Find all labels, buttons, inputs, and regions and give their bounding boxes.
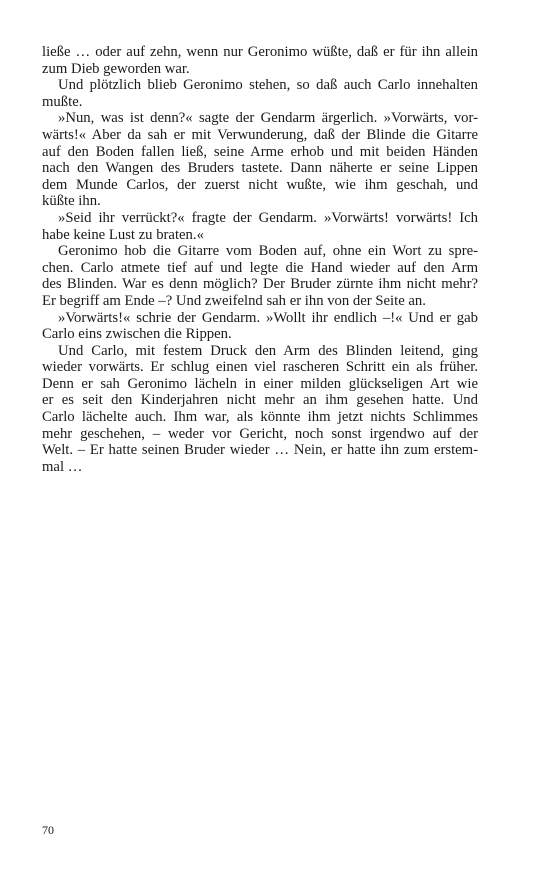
text-line: wieder vorwärts. Er schlug einen viel rascheren Schritt ein als früher. bbox=[42, 359, 478, 376]
text-line: Und plötzlich blieb Geronimo stehen, so daß auch Carlo innehalten bbox=[58, 77, 478, 94]
text-line: ließe … oder auf zehn, wenn nur Geronimo wüßte, daß er für ihn allein bbox=[42, 44, 478, 60]
text-line: er es seit den Kinderjahren nicht mehr an ihm gesehen hatte. Und bbox=[42, 392, 478, 409]
text-line: »Vorwärts!« schrie der Gendarm. »Wollt ihr endlich –!« Und er gab bbox=[58, 309, 478, 326]
text-line: zum Dieb geworden war. bbox=[42, 60, 190, 77]
text-line: nach den Wangen des Bruders tastete. Dann näherte er seine Lippen bbox=[42, 160, 478, 177]
body-text bbox=[42, 44, 478, 475]
text-line: Geronimo hob die Gitarre vom Boden auf, ohne ein Wort zu spre- bbox=[58, 243, 478, 260]
text-line: mußte. bbox=[42, 93, 83, 110]
text-line: Und Carlo, mit festem Druck den Arm des Blinden leitend, ging bbox=[58, 342, 478, 359]
text-line: mal … bbox=[42, 458, 83, 475]
text-line: auf den Boden fallen ließ, seine Arme erhob und mit beiden Händen bbox=[42, 143, 478, 160]
text-line: des Blinden. War es denn möglich? Der Bruder zürnte ihm nicht mehr? bbox=[42, 276, 478, 293]
text-line: Er begriff am Ende –? Und zweifelnd sah er ihn von der Seite an. bbox=[42, 292, 426, 309]
text-line: dem Munde Carlos, der zuerst nicht wußte, wie ihm geschah, und bbox=[42, 176, 478, 193]
text-line: Denn er sah Geronimo lächeln in einer milden glückseligen Art wie bbox=[42, 375, 478, 392]
text-line: »Nun, was ist denn?« sagte der Gendarm ärgerlich. »Vorwärts, vor- bbox=[58, 110, 478, 127]
text-line: »Seid ihr verrückt?« fragte der Gendarm. »Vorwärts! vorwärts! Ich bbox=[58, 209, 478, 226]
text-line: Welt. – Er hatte seinen Bruder wieder … Nein, er hatte ihn zum erstem- bbox=[42, 442, 478, 459]
text-line: habe keine Lust zu braten.« bbox=[42, 226, 204, 243]
page-number: 70 bbox=[42, 823, 54, 837]
text-line: wärts!« Aber da sah er mit Verwunderung, daß der Blinde die Gitarre bbox=[42, 126, 478, 143]
text-line: chen. Carlo atmete tief auf und legte die Hand wieder auf den Arm bbox=[42, 259, 478, 276]
text-line: Carlo eins zwischen die Rippen. bbox=[42, 326, 232, 343]
text-line: küßte ihn. bbox=[42, 193, 101, 210]
text-line: mehr geschehen, – weder vor Gericht, noch sonst irgendwo auf der bbox=[42, 425, 478, 442]
text-line: Carlo lächelte auch. Ihm war, als könnte ihm jetzt nichts Schlimmes bbox=[42, 409, 478, 426]
